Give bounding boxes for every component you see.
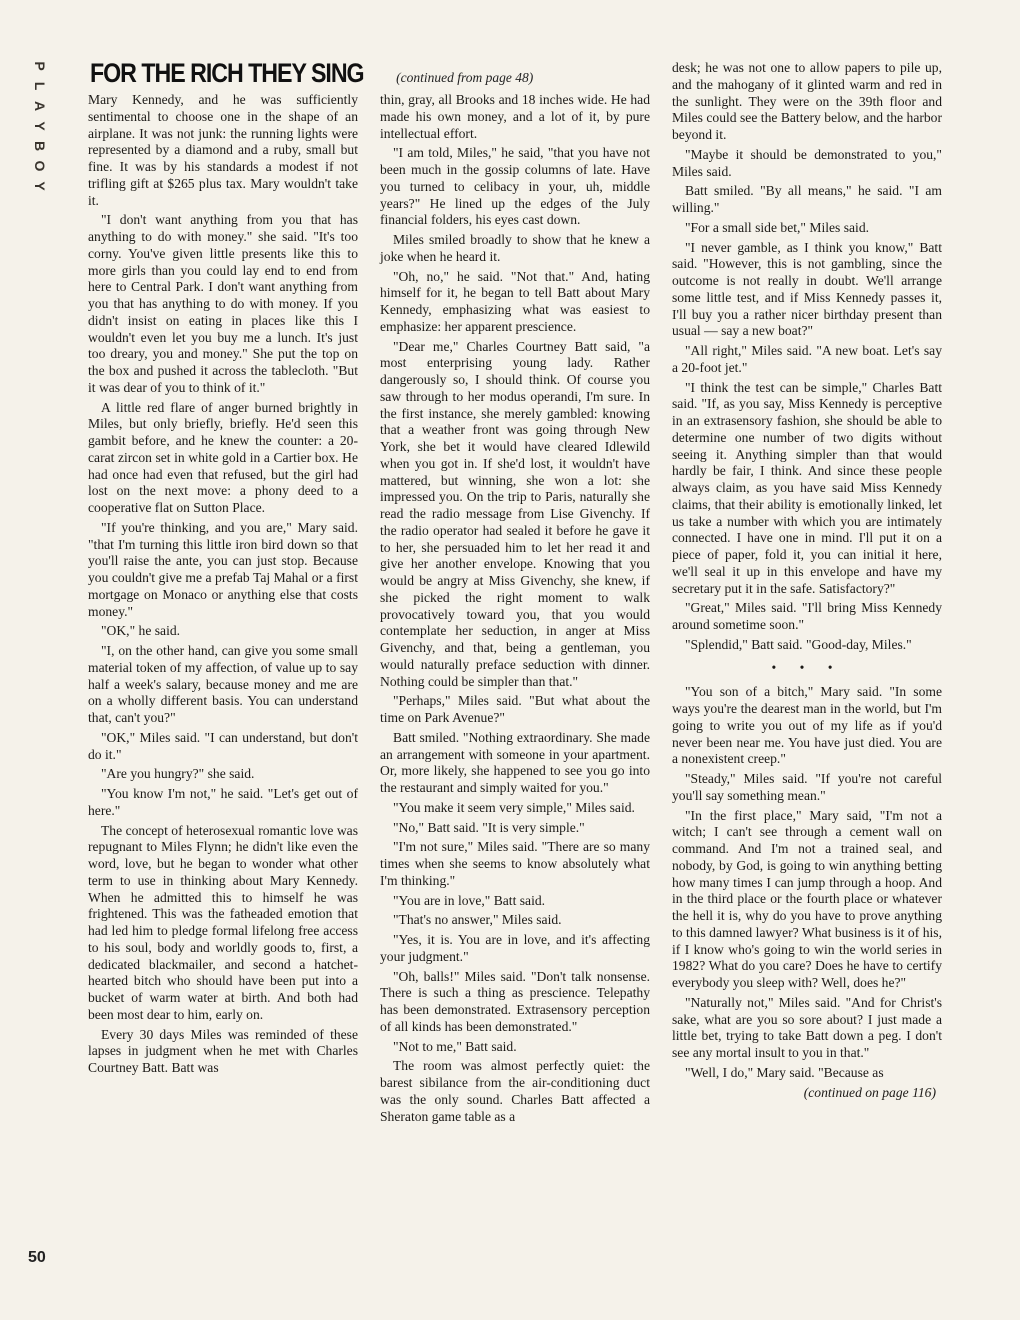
paragraph: Mary Kennedy, and he was sufficiently sentimental to choose one in the shape of an airplane. It was not junk: the running lights were represented by a diamond and a ruby, small but fine. It was by his standards a modest if not trifling gift at $265 plus tax. Mary wouldn't take it. [88,92,358,208]
paragraph: Batt smiled. "By all means," he said. "I am willing." [672,183,942,215]
paragraph: "In the first place," Mary said, "I'm not a witch; I can't see through a cement wall on command. And I'm not a trained seal, and nobody, by God, is going to win anything betting how many times I can jump through a hoop. And in the third place or the fourth place or whatever the hell it is, why do you have to prove anything to this damned lawyer? What business is it of his, if I know who's going to win the world series in 1982? What do you care? Does he have to certify everybody you sleep with? Well, does he?" [672,807,942,990]
paragraph: "You are in love," Batt said. [393,892,546,908]
paragraph: The room was almost perfectly quiet: the barest sibilance from the air-conditioning duct was the only sound. Charles Batt affected a Sheraton game table as a [380,1058,650,1124]
paragraph: "I don't want anything from you that has anything to do with money." she said. "It's too corny. You've given little presents like this to more girls than you could lay end to end from here to Central Park. I don't want anything from you that has anything to do with money. If you didn't insist on eating in places like this I wouldn't even let you buy me a lunch. It's just too dreary, you and money." She put the top on the box and pushed it across the tablecloth. "But it was dear of you to think of it." [88,212,358,395]
paragraph: "Are you hungry?" she said. [101,766,255,782]
paragraph: "I think the test can be simple," Charles Batt said. "If, as you say, Miss Kennedy is perceptive in an extrasensory fashion, she should be able to determine one number of two digits without seeing it. Anything simpler than that would hardly be fair, I think. And since these people always claim, as you have said Miss Kennedy claims, that their ability is emotionally linked, let us take a number with which you are intimately connected. I have one in mind. I'll put it on a piece of paper, fold it, you can initial it here, we'll seal it up in this envelope and have my secretary put it in the safe. Satisfactory?" [672,379,942,596]
paragraph: "Perhaps," Miles said. "But what about the time on Park Avenue?" [380,693,650,725]
paragraph: Every 30 days Miles was reminded of these lapses in judgment when he met with Charles Courtney Batt. Batt was [88,1026,358,1075]
paragraph: "You make it seem very simple," Miles said. [393,799,635,815]
paragraph: Batt smiled. "Nothing extraordinary. She made an arrangement with someone in your apartment. Or, more likely, she happened to see you go into the restaurant and simply waited for you." [380,729,650,795]
paragraph: "Steady," Miles said. "If you're not careful you'll say something mean." [672,771,942,803]
paragraph: thin, gray, all Brooks and 18 inches wide. He had made his own money, and a lot of it, by pure intellectual effort. [380,92,650,141]
paragraph: "Maybe it should be demonstrated to you," Miles said. [672,146,942,179]
text-column-1 [88,92,358,1080]
paragraph: "For a small side bet," Miles said. [685,219,870,235]
section-break: • • • [771,659,843,675]
article-title: FOR THE RICH THEY SING [90,58,364,88]
paragraph: "That's no answer," Miles said. [393,912,562,928]
paragraph: "You son of a bitch," Mary said. "In some ways you're the dearest man in the world, but I'm going to write you out of my life as if you'd never been near me. You have just died. You are a nonexistent creep." [672,684,942,767]
paragraph: "If you're thinking, and you are," Mary said. "that I'm turning this little iron bird down so that you'll raise the ante, you can just stop. Because you couldn't give me a prefab Taj Mahal or a first mortgage on Monaco or anything else that costs money." [88,519,358,619]
text-column-2 [380,92,650,1128]
paragraph: "Naturally not," Miles said. "And for Christ's sake, what are you so sore about? I just made a little bet, trying to take Batt down a peg. I don't see any mortal insult to you in that." [672,994,942,1060]
article-headline [90,58,533,90]
paragraph: "Well, I do," Mary said. "Because as [685,1064,884,1080]
paragraph: "OK," he said. [101,623,181,639]
paragraph: "No," Batt said. "It is very simple." [393,819,585,835]
paragraph: "Dear me," Charles Courtney Batt said, "a most enterprising young lady. Rather dangerously so, I should think. Of course you saw through to her modus operandi, I'm sure. In the first instance, she merely gambled: knowing that a weather front was going through New York, she bet it would have cleared Idlewild when you got in. If she'd lost, it wouldn't have mattered, but winning, she won a lot: she impressed you. On the trip to Paris, naturally she read the radio message from Lise Givenchy. If the radio operator had sealed it before he gave it to her, she persuaded him to let her read it and give her another envelope. Knowing that you would be angry at Miss Givenchy, she knew, if she picked the right moment to walk provocatively toward you, that you would contemplate her seduction, in anger at Miss Givenchy, and that, being a gentleman, you would naturally preface seduction with dinner. Nothing could be simpler than that." [380,338,650,689]
paragraph: "Splendid," Batt said. "Good-day, Miles." [685,636,912,652]
paragraph: "I, on the other hand, can give you some small material token of my affection, of value up to say half a week's salary, because money and me are on a wholly different basis. You can understand that, can't you?" [88,643,358,725]
paragraph: "All right," Miles said. "A new boat. Let's say a 20-foot jet." [672,343,942,375]
paragraph: "You know I'm not," he said. "Let's get out of here." [88,786,358,818]
running-title: P L A Y B O Y [32,61,48,191]
paragraph: Miles smiled broadly to show that he knew a joke when he heard it. [380,232,650,264]
paragraph: "I am told, Miles," he said, "that you have not been much in the gossip columns of late. Have you turned to celibacy in your, uh, middle years?" He lined up the edges of the July financial folders, his eyes cast down. [380,145,650,228]
paragraph: "OK," Miles said. "I can understand, but don't do it." [88,729,358,762]
paragraph: desk; he was not one to allow papers to pile up, and the mahogany of it glinted warm and red in the sunlight. They were on the 39th floor and Miles could see the Battery below, and the harbor beyond it. [672,60,942,142]
page-number: 50 [28,1249,46,1266]
continued-from-note: (continued from page 48) [396,70,534,85]
paragraph: "Oh, balls!" Miles said. "Don't talk nonsense. There is such a thing as prescience. Telepathy has been demonstrated. Extrasensory perception of all kinds has been demonstrated." [380,968,650,1034]
paragraph: The concept of heterosexual romantic love was repugnant to Miles Flynn; he didn't like even the word, love, but he began to wonder what other term to use in thinking about Mary Kennedy. When he admitted this to himself he was frightened. This was the fatheaded emotion that had led him to pledge formal lifelong free access to his soul, body and worldly goods to, first, a dedicated blackmailer, and second a hatchet-hearted bitch who should have been put into a bucket of warm water at birth. And both had been most dear to him, early on. [88,822,358,1022]
text-column-3 [672,60,942,1104]
paragraph: A little red flare of anger burned brightly in Miles, but only briefly, briefly. He'd seen this gambit before, and he knew the counter: a 20-carat zircon set in white gold in a Cartier box. He had once had even that refused, but the girl had lost on the next move: a phony deed to a cooperative flat on Sutton Place. [88,399,358,515]
continued-on-note: (continued on page 116) [803,1084,936,1100]
paragraph: "Oh, no," he said. "Not that." And, hating himself for it, he began to tell Batt about Mary Kennedy, emphasizing what was easiest to emphasize: her apparent prescience. [380,268,650,334]
paragraph: "Great," Miles said. "I'll bring Miss Kennedy around sometime soon." [672,600,942,632]
paragraph: "I never gamble, as I think you know," Batt said. "However, this is not gambling, since the outcome is not really in doubt. We'll arrange some little test, and if Miss Kennedy passes it, I'll buy you a rather nicer birthday present than usual — say a new boat?" [672,239,942,339]
paragraph: "I'm not sure," Miles said. "There are so many times when she seems to know absolutely what I'm thinking." [380,839,650,888]
paragraph: "Yes, it is. You are in love, and it's affecting your judgment." [380,932,650,964]
paragraph: "Not to me," Batt said. [393,1038,517,1054]
